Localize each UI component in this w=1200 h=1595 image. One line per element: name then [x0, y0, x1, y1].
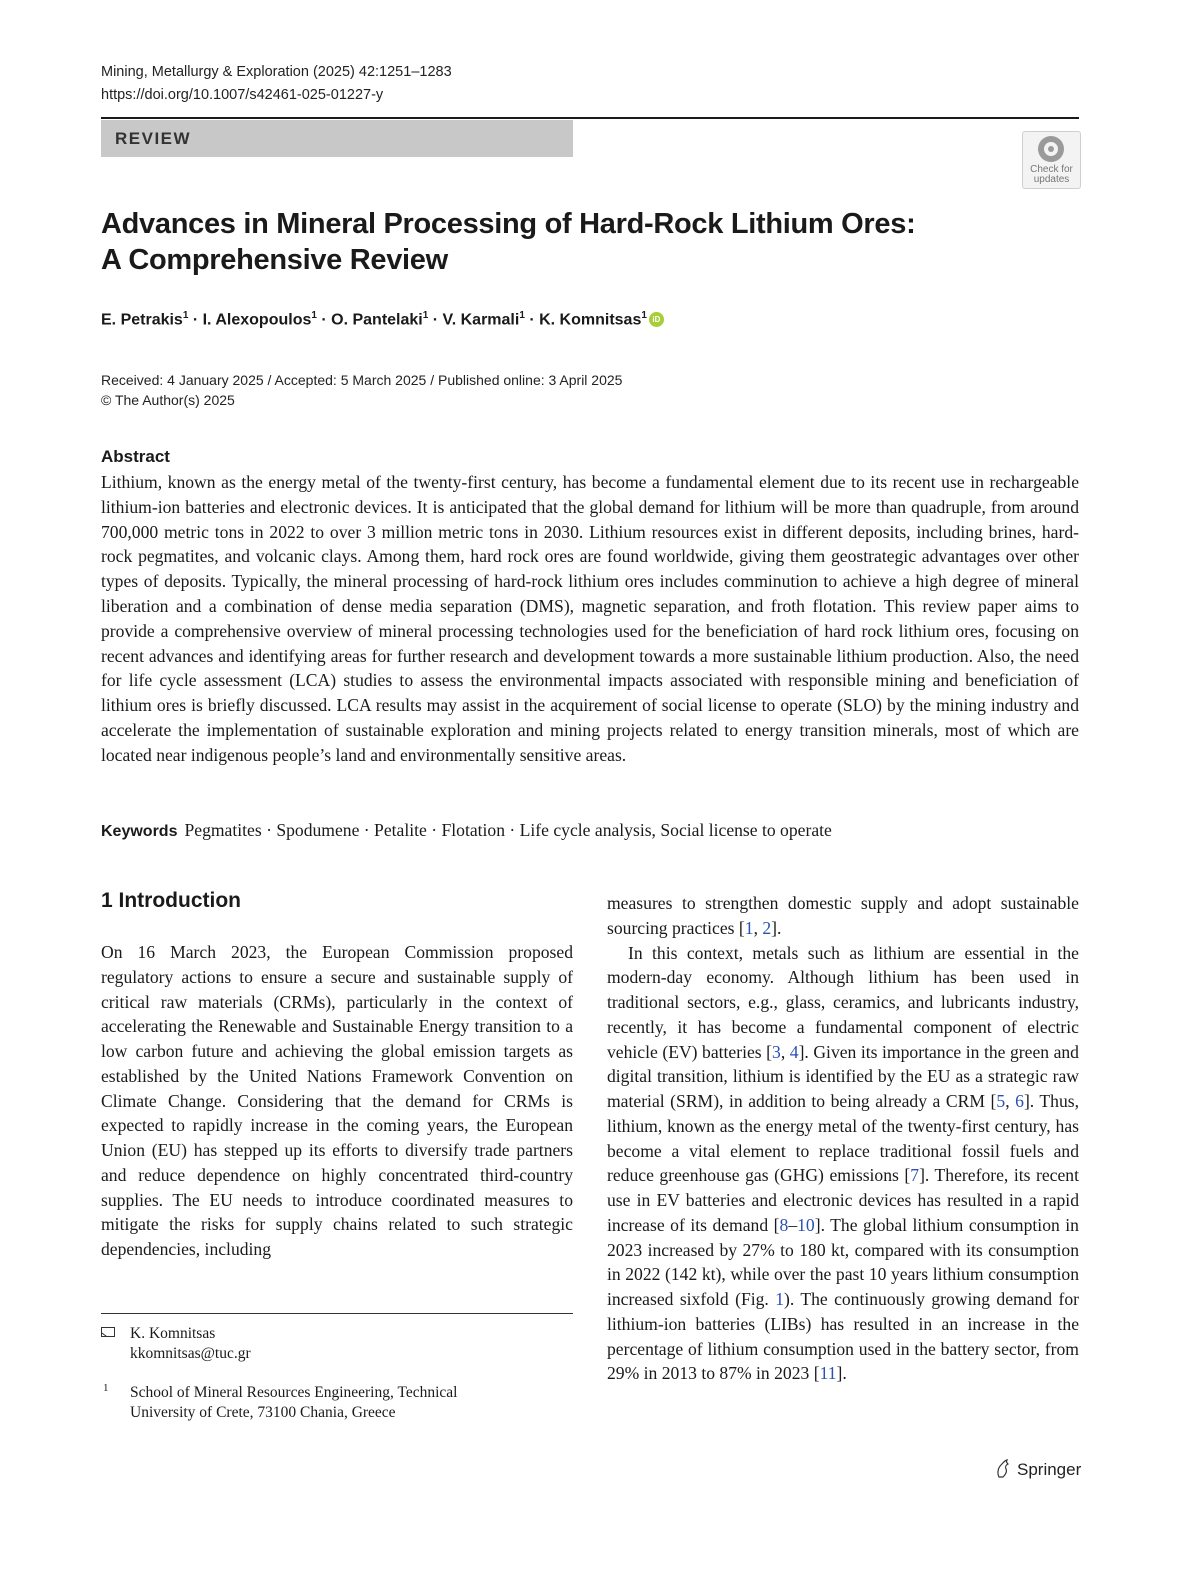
intro-paragraph-continued — [607, 891, 1079, 941]
citation-link[interactable]: 6 — [1015, 1091, 1024, 1111]
crossmark-icon — [1038, 136, 1064, 162]
citation-link[interactable]: 8 — [779, 1214, 789, 1235]
citation-link[interactable]: 1 — [775, 1289, 784, 1309]
left-column — [101, 940, 573, 1262]
journal-citation: Mining, Metallurgy & Exploration (2025) 42:1251–1283 — [101, 64, 452, 80]
affiliation-number: 1 — [103, 1382, 109, 1394]
author-separator: · — [524, 311, 540, 329]
abstract-heading: Abstract — [101, 447, 170, 466]
text-run: ). The continuously growing demand for lithium-ion batteries (LIBs) has resulted in an increase in the percentage of lithium consumption used in the battery sector, from 29% in 2013 to 87% in 2023 [ — [607, 1289, 1080, 1384]
title-line-2: A Comprehensive Review — [101, 244, 448, 276]
text-run: On 16 March 2023, the European Commission proposed regulatory actions to ensure a secure and sustainable supply of critical raw materials (CRMs), particularly in the context of accelerating the Renewable and Sustainable Energy transition to a low carbon future and achieving the global emission targets as established by the United Nations Framework Convention on Climate Change. Considering that the demand for CRMs is expected to rapidly increase in the coming years, the European Union (EU) has stepped up its efforts to diversify trade partners and reduce dependence on highly concentrated third-country supplies. The EU needs to introduce coordinated measures to mitigate the risks for supply chains related to such strategic dependencies, including — [101, 942, 573, 1259]
section-heading-introduction: 1 Introduction — [101, 889, 241, 912]
title-line-1: Advances in Mineral Processing of Hard-Rock Lithium Ores: — [101, 208, 916, 240]
article-type-label: REVIEW — [115, 129, 192, 148]
footnote-rule — [101, 1313, 573, 1314]
header-rule — [101, 117, 1079, 119]
author-separator: · — [428, 311, 443, 329]
corresponding-author-name: K. Komnitsas — [130, 1325, 216, 1342]
author-list — [101, 310, 664, 329]
author-separator: · — [316, 311, 332, 329]
intro-paragraph-2 — [607, 941, 1079, 1387]
author-affiliation-mark: 1 — [519, 310, 525, 321]
author-name: V. Karmali — [442, 311, 520, 329]
text-run: ]. — [836, 1363, 847, 1384]
article-title — [101, 206, 1001, 278]
citation-link[interactable]: 3 — [772, 1041, 781, 1062]
text-run: measures to strengthen domestic supply and adopt sustainable sourcing practices [ — [607, 893, 1079, 938]
article-dates: Received: 4 January 2025 / Accepted: 5 March 2025 / Published online: 3 April 2025 — [101, 372, 623, 388]
citation-link[interactable]: 1 — [744, 917, 754, 938]
envelope-icon — [101, 1327, 115, 1337]
author-name: I. Alexopoulos — [202, 311, 312, 329]
article-type-band — [101, 120, 573, 157]
check-updates-label-2: updates — [1033, 174, 1070, 185]
citation-link[interactable]: 7 — [910, 1165, 920, 1186]
citation-link[interactable]: 11 — [819, 1363, 837, 1384]
doi-link[interactable]: https://doi.org/10.1007/s42461-025-01227-y — [101, 87, 384, 103]
text-run: , — [780, 1041, 790, 1062]
author-name: K. Komnitsas — [539, 311, 642, 329]
text-run: ]. Therefore, its recent use in EV batteries and electronic devices has resulted in a rapid increase of its demand [ — [607, 1165, 1079, 1235]
keywords-label: Keywords — [101, 823, 178, 840]
author-affiliation-mark: 1 — [422, 310, 429, 321]
text-run: ]. Given its importance in the green and digital transition, lithium is identified by the EU as a strategic raw material (SRM), in addition to being already a CRM [ — [607, 1041, 1079, 1111]
citation-link[interactable]: 5 — [996, 1091, 1006, 1111]
text-run: , — [753, 917, 763, 938]
orcid-icon[interactable]: iD — [649, 312, 664, 327]
text-run: ]. — [771, 917, 782, 938]
citation-link[interactable]: 4 — [789, 1041, 799, 1062]
affiliation-line-1: School of Mineral Resources Engineering, Technical — [130, 1384, 458, 1401]
text-run: – — [788, 1214, 798, 1235]
publisher-logo — [995, 1459, 1081, 1480]
text-run: , — [1005, 1091, 1016, 1111]
check-for-updates-badge[interactable] — [1022, 131, 1081, 189]
citation-link[interactable]: 2 — [762, 917, 772, 938]
springer-horse-icon — [995, 1459, 1011, 1479]
right-column — [607, 891, 1079, 1386]
keywords — [101, 818, 1079, 844]
author-affiliation-mark: 1 — [311, 310, 317, 321]
author-affiliation-mark: 1 — [641, 310, 647, 321]
text-run: ]. The global lithium consumption in 2023 increased by 27% to 180 kt, compared with its consumption in 2022 (142 kt), while over the past 10 years lithium consumption increased sixfold (Fig. — [607, 1214, 1079, 1309]
corresponding-author-email[interactable]: kkomnitsas@tuc.gr — [130, 1345, 251, 1362]
intro-paragraph-1 — [101, 940, 573, 1262]
author-name: O. Pantelaki — [331, 311, 423, 329]
author-affiliation-mark: 1 — [182, 310, 189, 321]
keywords-text: Pegmatites · Spodumene · Petalite · Flotation · Life cycle analysis, Social license to operate — [184, 820, 832, 840]
abstract-text: Lithium, known as the energy metal of the twenty-first century, has become a fundamental element due to its recent use in rechargeable lithium-ion batteries and electronic devices. It is anticipated that the global demand for lithium will be more than quadruple, from around 700,000 metric tons in 2022 to over 3 million metric tons in 2030. Lithium resources exist in different deposits, including brines, hard-rock pegmatites, and volcanic clays. Among them, hard rock ores are found worldwide, giving them geostrategic advantages over other types of deposits. Typically, the mineral processing of hard-rock lithium ores includes comminution to achieve a high degree of mineral liberation and a combination of dense media separation (DMS), magnetic separation, and froth flotation. This review paper aims to provide a comprehensive overview of mineral processing technologies used for the beneficiation of hard rock lithium ores, focusing on recent advances and identifying areas for further research and development towards a more sustainable lithium production. Also, the need for life cycle assessment (LCA) studies to assess the environmental impacts associated with responsible mining and beneficiation of lithium ores is briefly discussed. LCA results may assist in the acquirement of social license to operate (SLO) by the mining industry and accelerate the implementation of sustainable exploration and mining projects related to energy transition minerals, most of which are located near indigenous people’s land and environmentally sensitive areas. — [101, 472, 1079, 765]
citation-link[interactable]: 10 — [797, 1214, 815, 1235]
text-run: In this context, metals such as lithium are essential in the modern-day economy. Although lithium has been used in traditional sectors, e.g., glass, ceramics, and lubricants industry, recently, it has become a fundamental component of electric vehicle (EV) batteries [ — [607, 942, 1079, 1062]
affiliation-line-2: University of Crete, 73100 Chania, Greece — [130, 1404, 396, 1421]
publisher-name: Springer — [1017, 1460, 1082, 1479]
author-separator: · — [188, 311, 203, 329]
text-run: ]. Thus, lithium, known as the energy metal of the twenty-first century, has become a vital element to replace traditional fossil fuels and reduce greenhouse gas (GHG) emissions [ — [607, 1091, 1079, 1186]
copyright-notice: © The Author(s) 2025 — [101, 392, 235, 408]
author-name: E. Petrakis — [101, 311, 183, 329]
check-updates-label-1: Check for — [1030, 164, 1073, 175]
